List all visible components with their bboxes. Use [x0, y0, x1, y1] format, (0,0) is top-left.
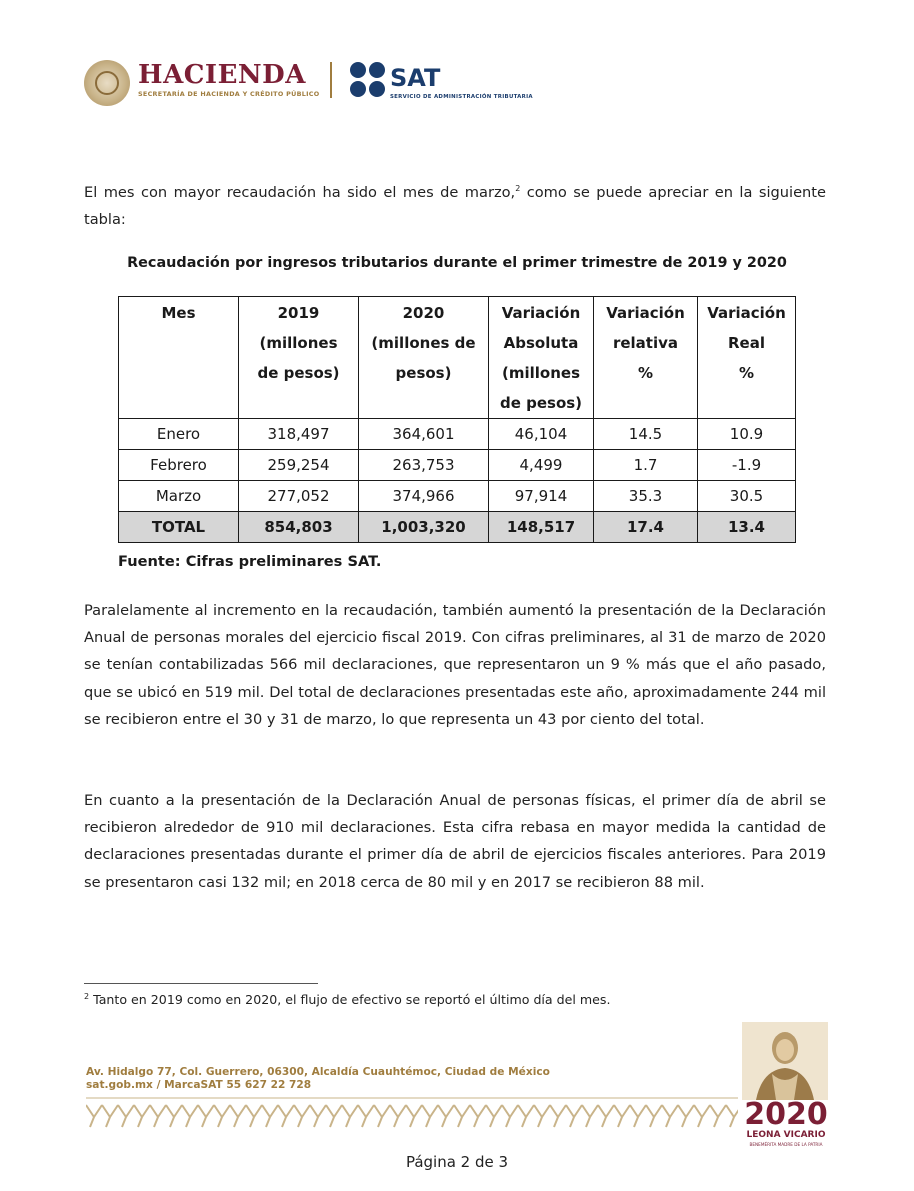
total-var-relativa: 17.4: [594, 512, 698, 543]
cell-var-absoluta: 97,914: [489, 481, 594, 512]
table-header-row: [119, 297, 796, 419]
cell-2019: 277,052: [239, 481, 359, 512]
cell-2020: 364,601: [359, 419, 489, 450]
header-var-absoluta: [489, 297, 594, 419]
header-line: Variación: [606, 304, 685, 322]
header-mes: [119, 297, 239, 419]
cell-2020: 263,753: [359, 450, 489, 481]
cell-var-absoluta: 4,499: [489, 450, 594, 481]
footer-contact: sat.gob.mx / MarcaSAT 55 627 22 728: [86, 1079, 312, 1091]
total-2019: 854,803: [239, 512, 359, 543]
cell-2019: 318,497: [239, 419, 359, 450]
emblem-name: LEONA VICARIO: [746, 1130, 826, 1140]
revenue-table: [118, 296, 796, 543]
header-line: Absoluta: [503, 334, 579, 352]
decorative-pattern-band: [86, 1097, 738, 1131]
mexico-seal-icon: [84, 60, 130, 106]
table-title: Recaudación por ingresos tributarios durante el primer trimestre de 2019 y 2020: [127, 255, 787, 271]
total-var-absoluta: 148,517: [489, 512, 594, 543]
table-row: [119, 481, 796, 512]
table-total-row: [119, 512, 796, 543]
header-line: 2019: [277, 304, 320, 322]
header-2019: [239, 297, 359, 419]
intro-paragraph: El mes con mayor recaudación ha sido el mes de marzo,$^2$ como se puede apreciar en la siguiente tabla:: [84, 184, 826, 229]
table-source: Fuente: Cifras preliminares SAT.: [118, 553, 382, 570]
logo-divider: [330, 62, 332, 98]
header-line: pesos): [395, 364, 452, 382]
header-line: (millones de: [371, 334, 476, 352]
header-line: Variación: [707, 304, 786, 322]
header-line: de pesos): [257, 364, 340, 382]
cell-var-real: 10.9: [698, 419, 796, 450]
header-line: de pesos): [499, 394, 583, 412]
header-line: (millones: [502, 364, 580, 382]
cell-var-absoluta: 46,104: [489, 419, 594, 450]
header-2020: [359, 297, 489, 419]
footnote: $^2$ Tanto en 2019 como en 2020, el flujo de efectivo se reportó el último día del mes.: [84, 992, 611, 1007]
footnote-ref[interactable]: 2: [515, 184, 521, 193]
cell-var-real: -1.9: [698, 450, 796, 481]
header-var-real: [698, 297, 796, 419]
total-2020: 1,003,320: [359, 512, 489, 543]
cell-2019: 259,254: [239, 450, 359, 481]
cell-var-relativa: 35.3: [594, 481, 698, 512]
cell-mes: Enero: [119, 419, 239, 450]
cell-var-real: 30.5: [698, 481, 796, 512]
emblem-subtitle: BENEMÉRITA MADRE DE LA PATRIA: [749, 1142, 823, 1147]
header-line: Real: [728, 334, 765, 352]
footnote-separator: [84, 983, 318, 984]
sat-subtitle: SERVICIO DE ADMINISTRACIÓN TRIBUTARIA: [390, 94, 533, 100]
footer-address: Av. Hidalgo 77, Col. Guerrero, 06300, Alcaldía Cuauhtémoc, Ciudad de México: [86, 1066, 550, 1078]
sat-logo-text: SAT: [390, 64, 441, 92]
header-line: Variación: [501, 304, 581, 322]
sat-dots-icon: [350, 62, 386, 98]
total-var-real: 13.4: [698, 512, 796, 543]
cell-mes: Marzo: [119, 481, 239, 512]
page-number: Página 2 de 3: [405, 1153, 509, 1171]
paragraph-personas-fisicas: En cuanto a la presentación de la Declaración Anual de personas físicas, el primer día de abril se recibieron alrededor de 910 mil declaraciones. Esta cifra rebasa en mayor medida la cantidad de declaraciones presentadas durante el primer día de abril de ejercicios fiscales anteriores. Para 2019 se presentaron casi 132 mil; en 2018 cerca de 80 mil y en 2017 se recibieron 88 mil.: [84, 792, 826, 891]
header-line: (millones: [259, 334, 338, 352]
header-line: relativa: [612, 334, 679, 352]
header-line: 2020: [402, 304, 445, 322]
cell-var-relativa: 14.5: [594, 419, 698, 450]
total-mes: TOTAL: [119, 512, 239, 543]
table-row: [119, 450, 796, 481]
cell-var-relativa: 1.7: [594, 450, 698, 481]
header-line: %: [637, 364, 654, 382]
header-var-relativa: [594, 297, 698, 419]
cell-2020: 374,966: [359, 481, 489, 512]
header-line: Mes: [161, 304, 196, 322]
paragraph-personas-morales: Paralelamente al incremento en la recaudación, también aumentó la presentación de la Declaración Anual de personas morales del ejercicio fiscal 2019. Con cifras preliminares, al 31 de marzo de 2020 se tenían contabilizadas 566 mil declaraciones, que representaron un 9 % más que el año pasado, que se ubicó en 519 mil. Del total de declaraciones presentadas este año, aproximadamente 244 mil se recibieron entre el 30 y 31 de marzo, lo que representa un 43 por ciento del total.: [84, 602, 826, 728]
emblem-year: 2020: [744, 1097, 828, 1132]
cell-mes: Febrero: [119, 450, 239, 481]
header-line: %: [738, 364, 755, 382]
hacienda-subtitle: SECRETARÍA DE HACIENDA Y CRÉDITO PÚBLICO: [138, 90, 320, 98]
hacienda-logo-text: HACIENDA: [138, 60, 306, 90]
table-row: [119, 419, 796, 450]
